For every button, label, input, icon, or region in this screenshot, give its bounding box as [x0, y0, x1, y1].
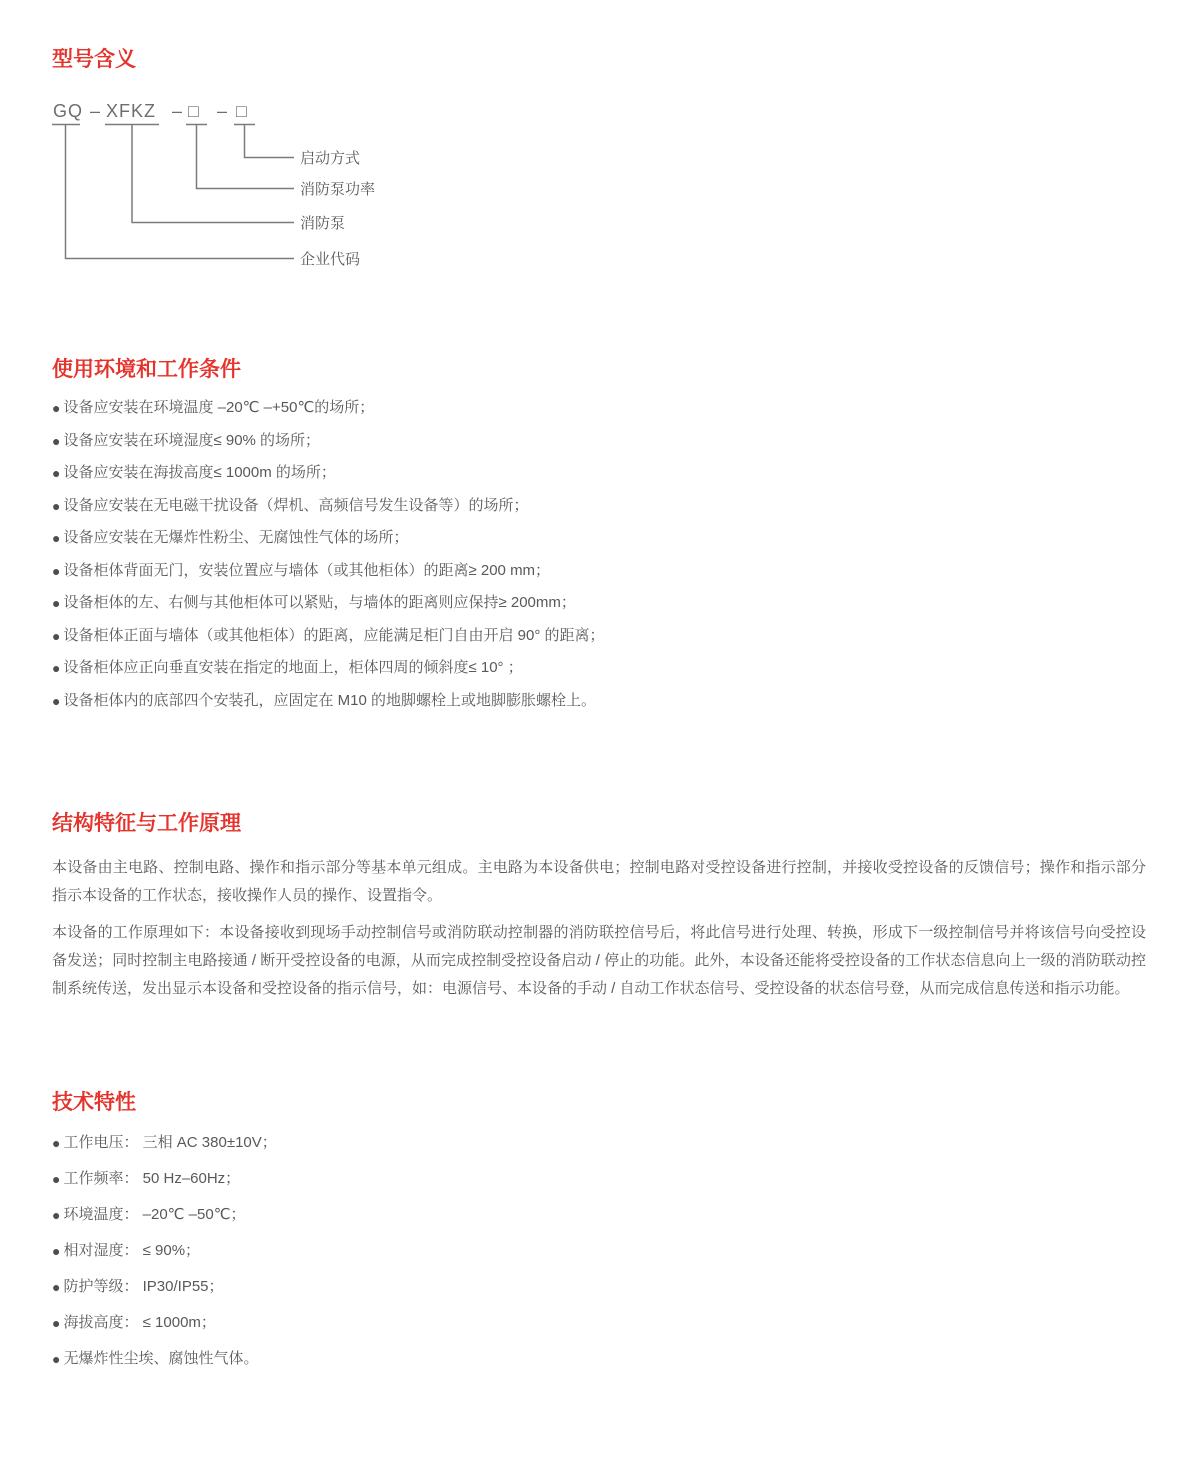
tech-spec-text: 海拔高度： ≤ 1000m；: [63, 1313, 216, 1331]
bullet-icon: ●: [52, 627, 61, 644]
bullet-icon: ●: [52, 1242, 61, 1259]
env-condition-item: [52, 563, 1146, 579]
tech-spec-item: [52, 1279, 1146, 1295]
model-separator-dash: –: [217, 101, 228, 121]
environment-condition-list: [52, 400, 1146, 709]
tech-spec-item: [52, 1207, 1146, 1223]
structure-paragraph: 本设备的工作原理如下：本设备接收到现场手动控制信号或消防联动控制器的消防联控信号后，将此信号进行处理、转换，形成下一级控制信号并将该信号向受控设备发送；同时控制主电路接通 / 断开受控设备的电源，从而完成控制受控设备启动 / 停止的功能。此外，本设备还能将受控设备的工作状态信息向上一级的消防联动控制系统传送，发出显示本设备和受控设备的指示信号，如：电源信号、本设备的手动 / 自动工作状态信号、受控设备的状态信号登，从而完成信息传送和指示功能。: [52, 923, 1146, 997]
section-structure-principle: [52, 812, 1146, 1003]
env-condition-item: [52, 530, 1146, 546]
model-segment-pump: XFKZ: [106, 101, 157, 121]
diagram-line-pump: [132, 125, 294, 223]
env-condition-text: 设备应安装在海拔高度≤ 1000m 的场所；: [63, 464, 336, 481]
structure-paragraph: 本设备由主电路、控制电路、操作和指示部分等基本单元组成。主电路为本设备供电；控制电路对受控设备进行控制，并接收受控设备的反馈信号；操作和指示部分指示本设备的工作状态，接收操作人员的操作、设置指令。: [52, 858, 1146, 904]
tech-spec-item: [52, 1315, 1146, 1331]
bullet-icon: ●: [52, 1206, 61, 1223]
diagram-line-startmode: [245, 125, 295, 158]
env-condition-text: 设备柜体内的底部四个安装孔，应固定在 M10 的地脚螺栓上或地脚膨胀螺栓上。: [63, 691, 596, 709]
bullet-icon: ●: [52, 1134, 61, 1151]
section-environment-conditions: [52, 358, 1146, 709]
model-segment-company-code: GQ: [53, 101, 84, 121]
tech-spec-item: [52, 1351, 1146, 1367]
bullet-icon: ●: [52, 497, 61, 514]
section-heading-tech: 技术特性: [52, 1090, 136, 1114]
model-separator-dash: –: [172, 101, 183, 121]
section-heading-model: 型号含义: [52, 48, 136, 71]
model-segment-startmode-placeholder-box: □: [236, 101, 248, 121]
env-condition-text: 设备应安装在无电磁干扰设备（焊机、高频信号发生设备等）的场所；: [63, 496, 529, 514]
model-separator-dash: –: [90, 101, 101, 121]
env-condition-item: [52, 400, 1146, 416]
tech-spec-text: 工作电压： 三相 AC 380±10V；: [63, 1133, 277, 1151]
bullet-icon: ●: [52, 1350, 61, 1367]
bullet-icon: ●: [52, 400, 61, 416]
tech-spec-text: 环境温度： –20℃ –50℃；: [63, 1205, 246, 1223]
bullet-icon: ●: [52, 432, 61, 449]
model-segment-power-placeholder-box: □: [188, 101, 200, 121]
env-condition-item: [52, 465, 1146, 481]
bullet-icon: ●: [52, 562, 61, 579]
diagram-line-company: [66, 125, 295, 259]
bullet-icon: ●: [52, 1170, 61, 1187]
tech-spec-text: 无爆炸性尘埃、腐蚀性气体。: [63, 1349, 259, 1367]
env-condition-text: 设备应安装在环境湿度≤ 90% 的场所；: [63, 431, 321, 449]
env-condition-item: [52, 433, 1146, 449]
tech-spec-item: [52, 1135, 1146, 1151]
env-condition-text: 设备柜体应正向垂直安装在指定的地面上，柜体四周的倾斜度≤ 10° ；: [63, 659, 523, 676]
bullet-icon: ●: [52, 1278, 61, 1295]
env-condition-text: 设备应安装在无爆炸性粉尘、无腐蚀性气体的场所；: [63, 529, 409, 546]
section-heading-structure: 结构特征与工作原理: [52, 811, 241, 835]
tech-spec-text: 相对湿度： ≤ 90%；: [63, 1241, 201, 1259]
env-condition-text: 设备柜体的左、右侧与其他柜体可以紧贴，与墙体的距离则应保持≥ 200mm；: [63, 594, 576, 611]
env-condition-text: 设备柜体正面与墙体（或其他柜体）的距离，应能满足柜门自由开启 90° 的距离；: [63, 626, 605, 644]
bullet-icon: ●: [52, 660, 61, 676]
env-condition-item: [52, 693, 1146, 709]
model-code-diagram: [52, 98, 472, 273]
model-label-startmode: 启动方式: [300, 150, 361, 167]
bullet-icon: ●: [52, 595, 61, 611]
env-condition-item: [52, 498, 1146, 514]
env-condition-item: [52, 660, 1146, 676]
env-condition-item: [52, 595, 1146, 611]
section-model-meaning: [52, 48, 1146, 273]
env-condition-item: [52, 628, 1146, 644]
tech-spec-item: [52, 1243, 1146, 1259]
bullet-icon: ●: [52, 1314, 61, 1331]
env-condition-text: 设备柜体背面无门，安装位置应与墙体（或其他柜体）的距离≥ 200 mm；: [63, 561, 551, 579]
bullet-icon: ●: [52, 465, 61, 481]
bullet-icon: ●: [52, 692, 61, 709]
model-label-power: 消防泵功率: [300, 181, 376, 198]
tech-spec-item: [52, 1171, 1146, 1187]
section-heading-environment: 使用环境和工作条件: [52, 358, 241, 381]
model-label-pump: 消防泵: [300, 215, 346, 232]
tech-spec-text: 防护等级： IP30/IP55；: [63, 1277, 224, 1295]
tech-spec-text: 工作频率： 50 Hz–60Hz；: [63, 1169, 241, 1187]
model-label-company: 企业代码: [300, 251, 361, 268]
section-technical-characteristics: [52, 1091, 1146, 1367]
env-condition-text: 设备应安装在环境温度 –20℃ –+50℃的场所；: [63, 399, 375, 416]
bullet-icon: ●: [52, 530, 61, 546]
technical-spec-list: [52, 1135, 1146, 1367]
